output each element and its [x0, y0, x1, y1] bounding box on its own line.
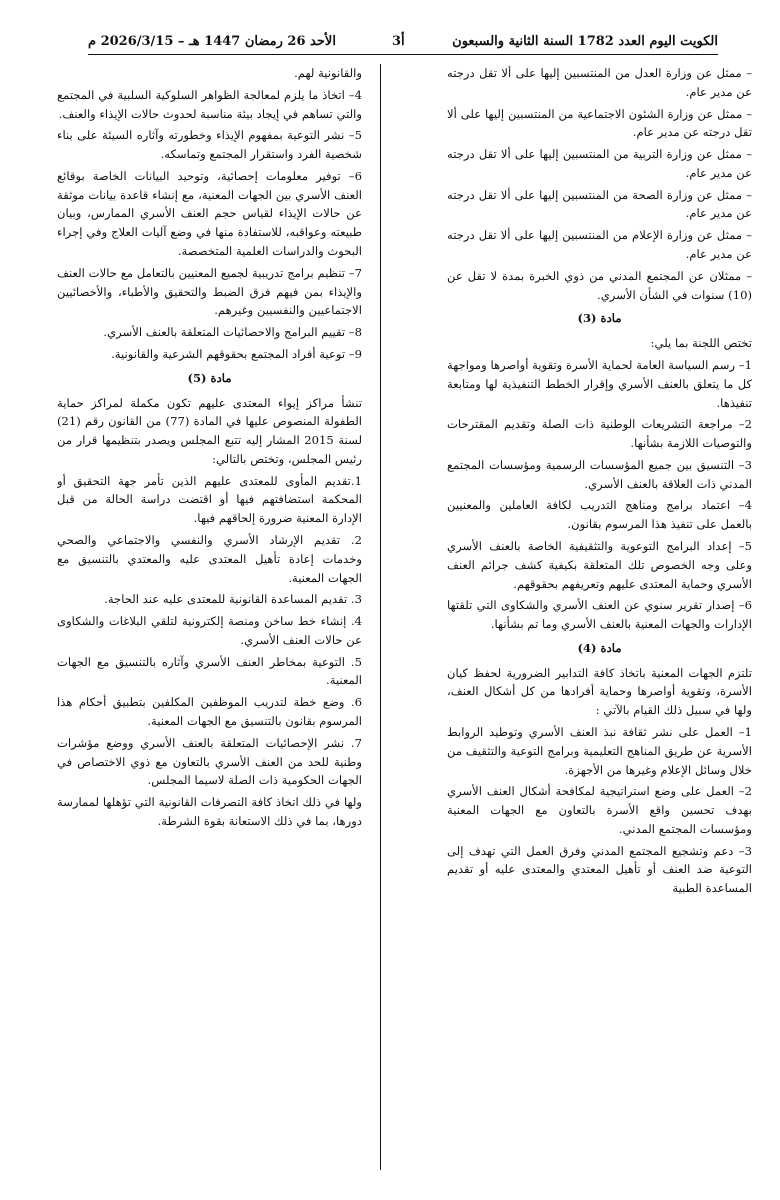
article-5-heading: مادة (5)	[187, 370, 232, 385]
member-social-affairs: – ممثل عن وزارة الشئون الاجتماعية من المنتسبين إليها على ألا تقل درجته عن مدير عام.	[447, 106, 752, 140]
page-header	[88, 30, 718, 55]
article-3-item: 2– مراجعة التشريعات الوطنية ذات الصلة وتقديم المقترحات والتوصيات اللازمة بشأنها.	[447, 417, 752, 451]
article-3-item: 3– التنسيق بين جميع المؤسسات الرسمية ومؤسسات المجتمع المدني ذات العلاقة بالعنف الأسري.	[447, 457, 752, 491]
member-civil-society: – ممثلان عن المجتمع المدني من ذوي الخبرة بمدة لا تقل عن (10) سنوات في الشأن الأسري.	[447, 268, 752, 302]
article-4-intro: تلتزم الجهات المعنية باتخاذ كافة التدابير الضرورية لحفظ كيان الأسرة، وتقوية أواصرها وحماية أفرادها من كل أشكال العنف، ولها في سبيل ذلك القيام بالآتي :	[447, 665, 752, 718]
article-5-intro: تنشأ مراكز إيواء المعتدى عليهم تكون مكملة لمراكز حماية الطفولة المنصوص عليها في المادة (77) من القانون رقم (21) لسنة 2015 المشار إليه تتبع المجلس ويصدر بتنظيمها قرار من رئيس المجلس، وتختص بالتالي:	[57, 395, 362, 466]
article-5-item: 7. نشر الإحصائيات المتعلقة بالعنف الأسري ووضع مؤشرات وطنية للحد من العنف الأسري بالتعاون مع ذوي الاختصاص في الجهات الحكومية ذات الصلة لاسيما المجلس.	[57, 735, 362, 788]
article-4-item: 7– تنظيم برامج تدريبية لجميع المعنيين بالتعامل مع حالات العنف والإيذاء بمن فيهم فرق الضبط والتحقيق والأطباء، والأخصائيين الاجتماعيين والنفسيين وغيرهم.	[57, 265, 362, 318]
article-5-item: 4. إنشاء خط ساخن ومنصة إلكترونية لتلقي البلاغات والشكاوى عن حالات العنف الأسري.	[57, 614, 362, 647]
left-column	[57, 64, 362, 1170]
article-5-closing: ولها في ذلك اتخاذ كافة التصرفات القانونية التي تؤهلها لممارسة دورها، بما في ذلك الاستعانة بقوة الشرطة.	[57, 795, 362, 828]
member-education: – ممثل عن وزارة التربية من المنتسبين إليها على ألا تقل درجته عن مدير عام.	[447, 147, 752, 180]
article-3-item: 6– إصدار تقرير سنوي عن العنف الأسري والشكاوى التي تلقتها الإدارات والجهات المعنية بالعنف الأسري وما تم بشأنها.	[447, 598, 752, 632]
article-5-item: 2. تقديم الإرشاد الأسري والنفسي والاجتماعي والصحي وخدمات إعادة تأهيل المعتدى عليه والمعتدي بالتنسيق مع الجهات المعنية.	[57, 532, 362, 585]
column-divider	[380, 64, 381, 1170]
article-5-item: 5. التوعية بمخاطر العنف الأسري وآثاره بالتنسيق مع الجهات المعنية.	[57, 654, 362, 688]
member-information: – ممثل عن وزارة الإعلام من المنتسبين إليها على ألا تقل درجته عن مدير عام.	[447, 228, 752, 262]
article-4-item: 6– توفير معلومات إحصائية، وتوحيد البيانات الخاصة بوقائع العنف الأسري بين الجهات المعنية، مع إنشاء قاعدة بيانات موثقة عن حالات الإيذاء لقياس حجم العنف الأسري الممارس، وبيان طبيعته وعواقبه، للاستفادة منها في وضع آليات العلاج وفي إجراء البحوث والدراسات العلمية المتخصصة.	[57, 168, 362, 259]
gazette-issue-info: الكويت اليوم العدد 1782 السنة الثانية والسبعون	[452, 34, 718, 49]
article-3-item: 1– رسم السياسة العامة لحماية الأسرة وتقوية أواصرها ومواجهة كل ما يتعلق بالعنف الأسري وإقرار الخطط التنفيذية لها ومتابعة تنفيذها.	[447, 357, 752, 410]
article-4-item: 9– توعية أفراد المجتمع بحقوقهم الشرعية والقانونية.	[111, 346, 362, 361]
article-3-intro: تختص اللجنة بما يلي:	[650, 336, 752, 351]
article-4-item: 3– دعم وتشجيع المجتمع المدني وفرق العمل التي تهدف إلى التوعية ضد العنف أو تأهيل المعتدي والمعتدى عليه أو تقديم المساعدة الطبية	[447, 843, 752, 896]
article-3-item: 4– اعتماد برامج ومناهج التدريب لكافة العاملين والمعنيين بالعمل على تنفيذ هذا المرسوم بقانون.	[447, 498, 752, 532]
article-5-item: 1.تقديم المأوى للمعتدى عليهم الذين تأمر جهة التحقيق أو المحكمة استضافتهم فيها أو اقتضت دراسة الحالة من قبل الإدارة المعنية ضرورة إلحاقهم فيها.	[57, 473, 362, 526]
article-5-item: 3. تقديم المساعدة القانونية للمعتدى عليه عند الحاجة.	[104, 592, 362, 607]
article-4-item: 8– تقييم البرامج والاحصائيات المتعلقة بالعنف الأسري.	[103, 325, 362, 340]
member-health: – ممثل عن وزارة الصحة من المنتسبين إليها على ألا تقل درجته عن مدير عام.	[447, 187, 752, 221]
article-4-item: 1– العمل على نشر ثقافة نبذ العنف الأسري وتوطيد الروابط الأسرية عن طريق المناهج التعليمية وبرامج التوعية والتثقيف من خلال وسائل الإعلام وغيرها من الأجهزة.	[447, 725, 752, 777]
article-4-item: 5– نشر التوعية بمفهوم الإيذاء وخطورته وآثاره السيئة على بناء شخصية الفرد واستقرار المجتمع وتماسكه.	[57, 128, 362, 162]
member-justice: – ممثل عن وزارة العدل من المنتسبين إليها على ألا تقل درجته عن مدير عام.	[447, 66, 752, 99]
article-5-item: 6. وضع خطة لتدريب الموظفين المكلفين بتطبيق أحكام هذا المرسوم بقانون بالتنسيق مع الجهات المعنية.	[57, 695, 362, 728]
right-column	[447, 64, 752, 1170]
article-4-heading: مادة (4)	[577, 640, 622, 655]
article-4-item: 4– اتخاذ ما يلزم لمعالجة الظواهر السلوكية السلبية في المجتمع والتي تساهم في إيجاد بيئة مناسبة لحدوث حالات الإيذاء والعنف.	[57, 87, 362, 121]
continuation-text: والقانونية لهم.	[294, 66, 362, 80]
page-number: أ3	[392, 34, 405, 49]
article-4-item: 2– العمل على وضع استراتيجية لمكافحة أشكال العنف الأسري بهدف تحسين واقع الأسرة بالتعاون مع الجهات المعنية ومؤسسات المجتمع المدني.	[447, 784, 752, 836]
article-3-heading: مادة (3)	[577, 311, 622, 326]
article-3-item: 5– إعداد البرامج التوعوية والتثقيفية الخاصة بالعنف الأسري وعلى وجه الخصوص تلك المتعلقة بكيفية كشف جرائم العنف الأسري وحماية المعتدى عليهم وتعريفهم بحقوقهم.	[447, 538, 752, 591]
issue-date: الأحد 26 رمضان 1447 هـ – 2026/3/15 م	[88, 34, 336, 49]
